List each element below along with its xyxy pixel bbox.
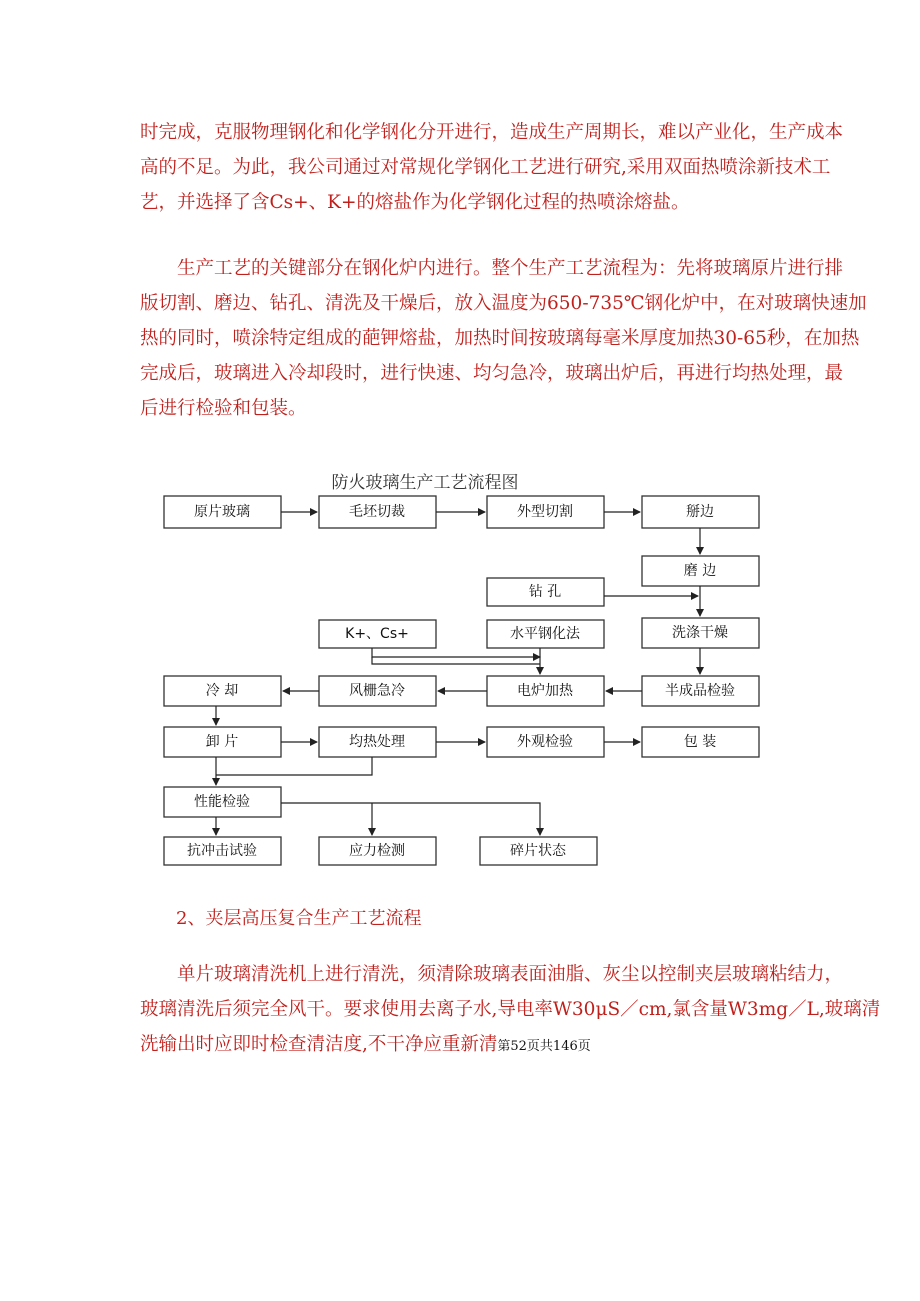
label-appearance-inspection: 外观检验 [517, 734, 573, 750]
label-semi-inspection: 半成品检验 [665, 683, 735, 699]
text-line-content: 洗输出时应即时检查清洁度,不干净应重新清 [140, 1034, 498, 1055]
text-line: 生产工艺的关键部分在钢化炉内进行。整个生产工艺流程为：先将玻璃原片进行排 [140, 258, 844, 279]
paragraph-laminated [140, 957, 881, 1064]
label-stress-test: 应力检测 [349, 843, 405, 859]
label-cooling: 冷 却 [205, 683, 239, 699]
label-packaging: 包 装 [683, 734, 717, 750]
label-shape-cutting: 外型切割 [517, 504, 573, 520]
arrow [372, 657, 540, 664]
text-line: 高的不足。为此，我公司通过对常规化学钢化工艺进行研究,采用双面热喷涂新技术工 [140, 157, 831, 178]
label-raw-glass: 原片玻璃 [194, 504, 250, 520]
label-fragment-state: 碎片状态 [510, 843, 566, 859]
arrow [281, 803, 540, 835]
arrow [216, 757, 372, 775]
label-horizontal-tempering: 水平钢化法 [510, 626, 580, 642]
text-line: 单片玻璃清洗机上进行清洗，须清除玻璃表面油脂、灰尘以控制夹层玻璃粘结力， [140, 964, 844, 985]
label-edge-rough: 掰边 [686, 504, 714, 520]
text-line: 热的同时，喷涂特定组成的葩钾熔盐，加热时间按玻璃每毫米厚度加热30-65秒，在加热 [140, 328, 860, 349]
label-heat-soak: 均热处理 [349, 734, 405, 750]
text-line: 艺，并选择了含Cs+、K+的熔盐作为化学钢化过程的热喷涂熔盐。 [140, 192, 690, 213]
text-line: 版切割、磨边、钻孔、清洗及干燥后，放入温度为650-735℃钢化炉中，在对玻璃快速加 [140, 293, 867, 314]
label-salt: K+、Cs+ [345, 626, 409, 642]
label-air-quench: 风栅急冷 [349, 683, 405, 699]
text-line: 完成后，玻璃进入冷却段时，进行快速、均匀急冷，玻璃出炉后，再进行均热处理，最 [140, 363, 844, 384]
page-number: 第52页共146页 [497, 1039, 591, 1054]
text-line: 后进行检验和包装。 [140, 398, 307, 419]
label-wash-dry: 洗涤干燥 [672, 625, 728, 641]
section-heading: 2、夹层高压复合生产工艺流程 [176, 908, 422, 929]
label-drilling: 钻 孔 [528, 584, 562, 600]
label-edge-grinding: 磨 边 [683, 563, 717, 579]
label-impact-test: 抗冲击试验 [187, 843, 257, 859]
label-electric-heating: 电炉加热 [517, 683, 573, 699]
arrow [372, 648, 540, 657]
text-line: 玻璃清洗后须完全风干。要求使用去离子水,导电率W30μS／cm,氯含量W3mg／L,玻璃清 [140, 999, 881, 1020]
label-unloading: 卸 片 [205, 734, 239, 750]
flowchart-title: 防火玻璃生产工艺流程图 [331, 473, 519, 493]
text-line: 时完成，克服物理钢化和化学钢化分开进行，造成生产周期长，难以产业化，生产成本 [140, 122, 844, 143]
text-line [140, 1027, 780, 1064]
label-performance-test: 性能检验 [194, 794, 250, 810]
label-blank-cutting: 毛坯切裁 [349, 504, 405, 520]
